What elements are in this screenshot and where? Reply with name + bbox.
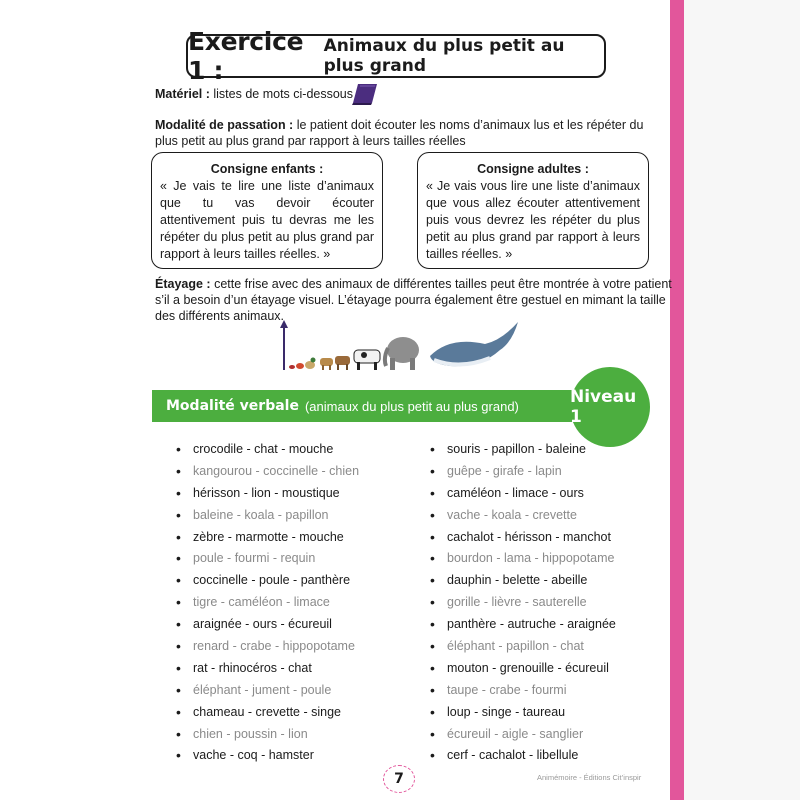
list-item: • renard - crabe - hippopotame: [176, 636, 396, 658]
modalite-verbale-band: [152, 390, 597, 422]
list-item: • vache - koala - crevette: [430, 505, 650, 527]
crab-icon: [296, 363, 304, 369]
list-item: • tigre - caméléon - limace: [176, 592, 396, 614]
elephant-icon: [385, 337, 419, 370]
list-item: • taupe - crabe - fourmi: [430, 680, 650, 702]
niveau-badge: [570, 367, 650, 447]
etayage-line3: des différents animaux.: [155, 309, 285, 323]
list-item: • vache - coq - hamster: [176, 745, 396, 767]
list-item: • caméléon - limace - ours: [430, 483, 650, 505]
duck-icon: [305, 358, 316, 370]
animal-size-scale: [280, 320, 520, 372]
dog-icon: [320, 358, 333, 370]
book-icon: [352, 83, 378, 105]
consigne-enfants-box: [151, 152, 383, 269]
list-item: • guêpe - girafe - lapin: [430, 461, 650, 483]
materiel-line: [155, 86, 353, 103]
niveau-label: Niveau 1: [570, 387, 637, 427]
materiel-text: listes de mots ci-dessous: [213, 87, 354, 101]
ant-icon: [289, 365, 295, 369]
list-item: • poule - fourmi - requin: [176, 548, 396, 570]
list-item: • cachalot - hérisson - manchot: [430, 527, 650, 549]
list-item: • kangourou - coccinelle - chien: [176, 461, 396, 483]
list-item: • cerf - cachalot - libellule: [430, 745, 650, 767]
list-item: • éléphant - jument - poule: [176, 680, 396, 702]
list-item: • dauphin - belette - abeille: [430, 570, 650, 592]
band-subtitle: (animaux du plus petit au plus grand): [304, 398, 519, 414]
modalite-passation-line2: plus petit au plus grand par rapport à leurs tailles réelles: [155, 134, 466, 148]
arrow-up-icon: [280, 320, 288, 370]
list-item: • chien - poussin - lion: [176, 724, 396, 746]
list-item: • araignée - ours - écureuil: [176, 614, 396, 636]
list-item: • éléphant - papillon - chat: [430, 636, 650, 658]
consigne-adultes-text: « Je vais vous lire une liste d’animaux que vous allez écouter attentivement puis vous devrez les répéter du plus petit au plus grand par rapport à leurs tailles réelles. »: [426, 179, 640, 261]
list-item: • baleine - koala - papillon: [176, 505, 396, 527]
pink-side-bar: [670, 0, 684, 800]
modalite-passation-text1: le patient doit écouter les noms d’animaux lus et les répéter du: [296, 118, 644, 132]
word-list-left: [176, 439, 396, 767]
list-item: • crocodile - chat - mouche: [176, 439, 396, 461]
band-title: Modalité verbale: [166, 398, 299, 414]
list-item: • coccinelle - poule - panthère: [176, 570, 396, 592]
word-list-right: [430, 439, 650, 767]
exercise-title-box: [186, 27, 606, 85]
list-item: • chameau - crevette - singe: [176, 702, 396, 724]
list-item: • mouton - grenouille - écureuil: [430, 658, 650, 680]
exercise-title: Exercice 1 :: [188, 27, 304, 85]
list-item: • loup - singe - taureau: [430, 702, 650, 724]
list-item: • rat - rhinocéros - chat: [176, 658, 396, 680]
right-margin: [684, 0, 800, 800]
etayage-line1: [155, 276, 672, 293]
consigne-enfants-text: « Je vais te lire une liste d’animaux que tu vas devoir écouter attentivement puis tu devras me les répéter du plus petit au plus grand par rapport à leurs tailles réelles. »: [160, 179, 374, 261]
list-item: • gorille - lièvre - sauterelle: [430, 592, 650, 614]
cow-icon: [354, 350, 380, 370]
modalite-passation-label: Modalité de passation :: [155, 118, 294, 132]
consigne-adultes-title: Consigne adultes :: [477, 162, 589, 176]
exercise-subtitle: Animaux du plus petit au plus grand: [323, 36, 565, 76]
dog-icon: [335, 356, 350, 370]
materiel-label: Matériel :: [155, 87, 210, 101]
etayage-line2: s’il a besoin d’un étayage visuel. L’étayage pourra également être gestuel en mimant la taille: [155, 293, 666, 307]
list-item: • panthère - autruche - araignée: [430, 614, 650, 636]
list-item: • hérisson - lion - moustique: [176, 483, 396, 505]
list-item: • écureuil - aigle - sanglier: [430, 724, 650, 746]
consigne-enfants-title: Consigne enfants :: [210, 162, 324, 176]
list-item: • zèbre - marmotte - mouche: [176, 527, 396, 549]
modalite-passation-line1: [155, 117, 643, 134]
whale-icon: [430, 322, 518, 366]
list-item: • bourdon - lama - hippopotame: [430, 548, 650, 570]
page-number: 7: [383, 765, 415, 793]
list-item: • souris - papillon - baleine: [430, 439, 650, 461]
consigne-adultes-box: [417, 152, 649, 269]
etayage-text1: cette frise avec des animaux de différentes tailles peut être montrée à votre patient: [214, 277, 672, 291]
footer-credit: Animémoire - Éditions Cit’inspir: [537, 773, 642, 782]
etayage-label: Étayage :: [155, 277, 211, 291]
